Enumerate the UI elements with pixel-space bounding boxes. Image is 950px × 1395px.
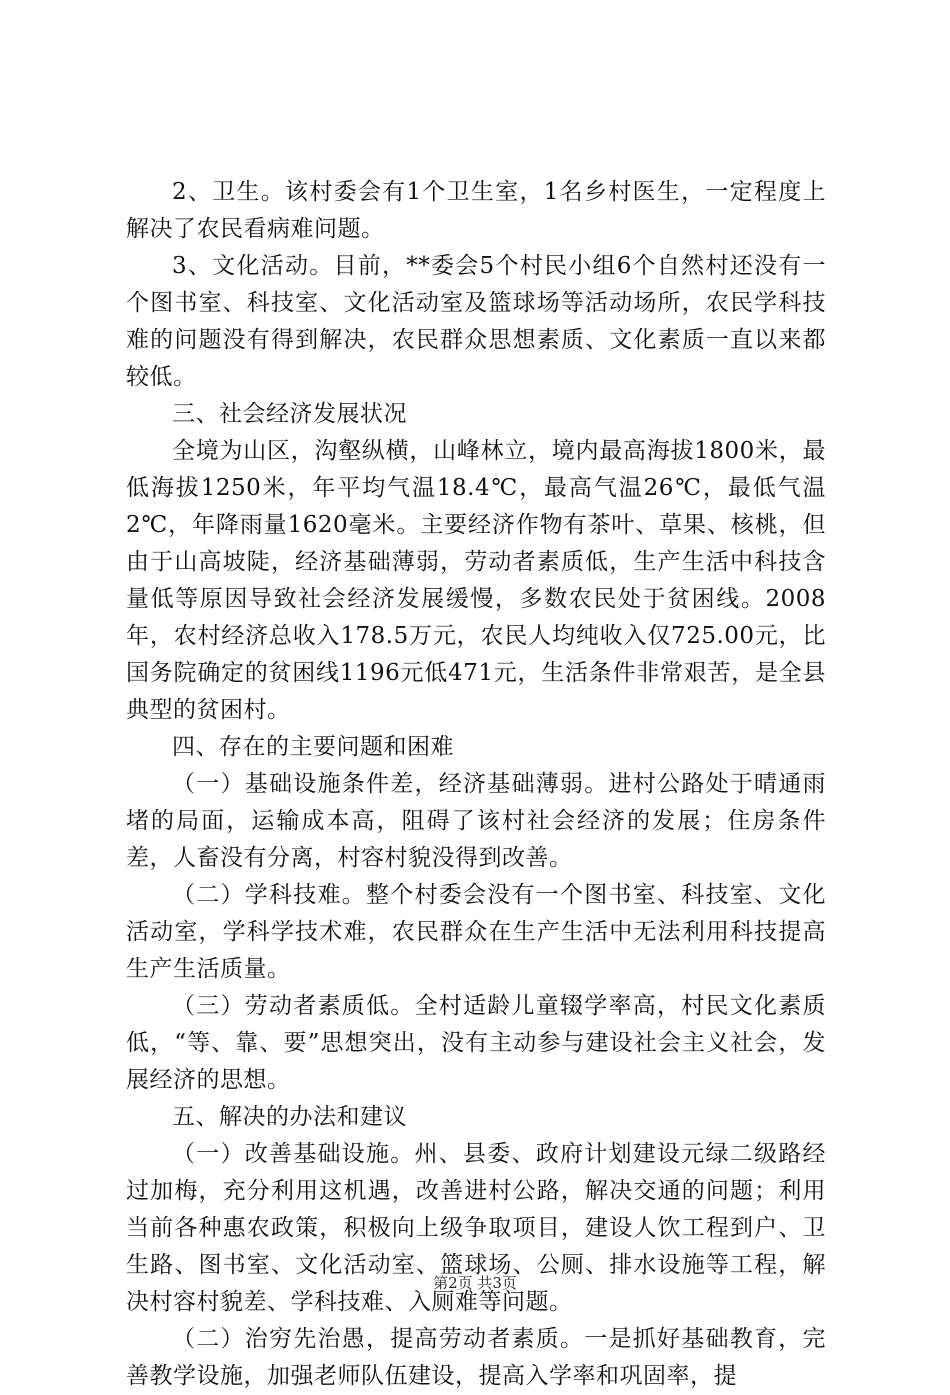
paragraph-health: 2、卫生。该村委会有1个卫生室，1名乡村医生，一定程度上解决了农民看病难问题。: [126, 179, 826, 242]
paragraph-cultural-activities: 3、文化活动。目前，**委会5个村民小组6个自然村还没有一个图书室、科技室、文化活动室及篮球场等活动场所，农民学科技难的问题没有得到解决，农民群众思想素质、文化素质一直以来都较低。: [126, 253, 826, 390]
section-heading-problems: 四、存在的主要问题和困难: [172, 734, 454, 760]
paragraph-problem-technology: （二）学科技难。整个村委会没有一个图书室、科技室、文化活动室，学科学技术难，农民群众在生产生活中无法利用科技提高生产生活质量。: [126, 882, 826, 982]
paragraph-solution-infrastructure: （一）改善基础设施。州、县委、政府计划建设元绿二级路经过加梅，充分利用这机遇，改善进村公路，解决交通的问题；利用当前各种惠农政策，积极向上级争取项目，建设人饮工程到户、卫生路、图书室、文化活动室、篮球场、公厕、排水设施等工程，解决村容村貌差、学科技难、入厕难等问题。: [126, 1141, 826, 1315]
paragraph-problem-workforce: （三）劳动者素质低。全村适龄儿童辍学率高，村民文化素质低，“等、靠、要”思想突出，没有主动参与建设社会主义社会，发展经济的思想。: [126, 993, 826, 1093]
paragraph-economy: 全境为山区，沟壑纵横，山峰林立，境内最高海拔1800米，最低海拔1250米，年平均气温18.4℃，最高气温26℃，最低气温2℃，年降雨量1620毫米。主要经济作物有茶叶、草果、核桃，但由于山高坡陡，经济基础薄弱，劳动者素质低，生产生活中科技含量低等原因导致社会经济发展缓慢，多数农民处于贫困线。2008年，农村经济总收入178.5万元，农民人均纯收入仅725.00元，比国务院确定的贫困线1196元低471元，生活条件非常艰苦，是全县典型的贫困村。: [126, 438, 826, 723]
page-number-footer: 第2页 共3页: [433, 1274, 517, 1292]
section-heading-solutions: 五、解决的办法和建议: [172, 1104, 407, 1130]
section-heading-economy: 三、社会经济发展状况: [172, 401, 407, 427]
paragraph-problem-infrastructure: （一）基础设施条件差，经济基础薄弱。进村公路处于晴通雨堵的局面，运输成本高，阻碍了该村社会经济的发展；住房条件差，人畜没有分离，村容村貌没得到改善。: [126, 771, 826, 871]
paragraph-solution-education: （二）治穷先治愚，提高劳动者素质。一是抓好基础教育，完善教学设施，加强老师队伍建设，提高入学率和巩固率，提: [126, 1326, 826, 1389]
document-body: [126, 174, 826, 1395]
